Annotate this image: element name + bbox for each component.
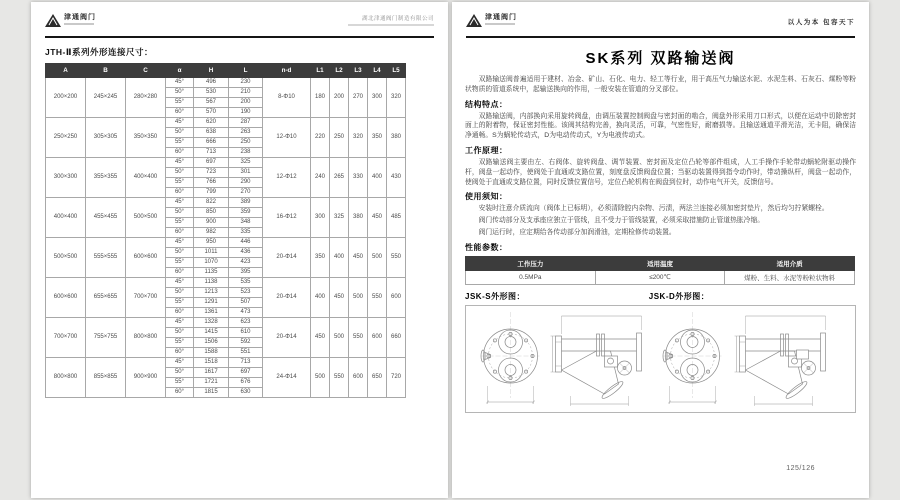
dim-table-cell: 1815	[194, 388, 229, 398]
dim-table-cell: 500	[311, 358, 330, 398]
dim-table-cell: 24-Φ14	[263, 358, 311, 398]
dim-table-cell: 250	[229, 138, 263, 148]
dim-table-cell: 20-Φ14	[263, 318, 311, 358]
dim-table-cell: 238	[229, 148, 263, 158]
section-paragraph: 阀门运行时，应定期给各传动部分加润滑油，定期检修传动装置。	[478, 228, 676, 236]
dim-table-cell: 380	[387, 118, 406, 158]
dim-table-cell: 50°	[166, 368, 194, 378]
perf-col-pressure: 工作压力	[466, 256, 596, 270]
dim-table-cell: 335	[229, 228, 263, 238]
header-company	[348, 14, 434, 26]
dim-table-row	[46, 278, 406, 288]
section-paragraph: 双路输送阀主要由左、右阀体、旋转阀盘、调节装置、密封面及定位凸轮等部件组成，人工手操作手轮带动蜗轮附驱动操作杆，阀盘一起动作，使阀处于直通或支路位置，刻度盘反馈阀盘位置；当驱动装置得到指令动作时，带动操纵杆，阀盘一起动作，使阀处于直通或支路位置，同时反馈位置信号，定位凸轮机构在阀盘到位时，动作电气开关，反馈信号。	[465, 158, 856, 186]
dim-table-cell: 551	[229, 348, 263, 358]
dim-table-cell: 200	[229, 98, 263, 108]
dim-table-cell: 450	[349, 238, 368, 278]
dim-table-cell: 1138	[194, 278, 229, 288]
dim-table-cell: 50°	[166, 248, 194, 258]
dim-table-cell: 50°	[166, 168, 194, 178]
dim-table-cell: 8-Φ10	[263, 78, 311, 118]
dim-table-cell: 320	[349, 118, 368, 158]
dim-table-row	[46, 358, 406, 368]
dim-table-cell: 55°	[166, 138, 194, 148]
dim-table-cell: 1518	[194, 358, 229, 368]
dim-table-cell: 348	[229, 218, 263, 228]
dim-table-cell: 60°	[166, 308, 194, 318]
page-number: 125/126	[786, 465, 815, 472]
dim-table-cell: 380	[349, 198, 368, 238]
dim-table-cell: 389	[229, 198, 263, 208]
dim-table-cell: 45°	[166, 318, 194, 328]
jsk-s-side-view	[551, 316, 642, 406]
dim-table-cell: 400×400	[46, 198, 86, 238]
dim-table-cell: 60°	[166, 268, 194, 278]
performance-header-row	[466, 256, 855, 270]
dim-table-cell: 55°	[166, 298, 194, 308]
dim-table-cell: 400	[330, 238, 349, 278]
company-subtext-line	[348, 24, 434, 26]
dimension-table	[45, 63, 406, 398]
dim-table-cell: 638	[194, 128, 229, 138]
dim-table-cell: 240	[311, 158, 330, 198]
dim-table-cell: 450	[368, 198, 387, 238]
dim-column-header: n-d	[263, 64, 311, 78]
dim-table-cell: 507	[229, 298, 263, 308]
jsk-s-front-view	[481, 312, 540, 404]
dim-table-cell: 200	[330, 78, 349, 118]
logo-subtext-line	[64, 23, 94, 25]
dim-table-cell: 423	[229, 258, 263, 268]
dim-table-cell: 450	[311, 318, 330, 358]
jsk-s-label: JSK-S外形图：	[465, 291, 526, 301]
dim-table-cell: 1506	[194, 338, 229, 348]
section-paragraph: 阀门传动部分及支承座应独立于管线，且不受力于管线装置，必须采取措施防止管道热胀冷缩。	[478, 217, 765, 225]
dim-column-header: L2	[330, 64, 349, 78]
dim-table-cell: 1328	[194, 318, 229, 328]
logo-texts	[64, 14, 96, 25]
dim-table-cell: 523	[229, 288, 263, 298]
perf-col-medium: 适用介质	[725, 256, 855, 270]
dim-table-cell: 436	[229, 248, 263, 258]
dim-table-cell: 1361	[194, 308, 229, 318]
dim-table-cell: 350	[311, 238, 330, 278]
dim-table-cell: 355×355	[86, 158, 126, 198]
dim-table-cell: 850	[194, 208, 229, 218]
dim-table-cell: 666	[194, 138, 229, 148]
dim-table-cell: 697	[194, 158, 229, 168]
dim-table-cell: 301	[229, 168, 263, 178]
dim-table-cell: 60°	[166, 148, 194, 158]
dim-table-cell: 12-Φ10	[263, 118, 311, 158]
dim-table-cell: 45°	[166, 198, 194, 208]
dim-table-cell: 660	[387, 318, 406, 358]
logo-subtext-line	[485, 23, 515, 25]
dim-table-cell: 900×900	[126, 358, 166, 398]
dim-table-cell: 600×600	[126, 238, 166, 278]
dim-table-cell: 1011	[194, 248, 229, 258]
dim-table-cell: 50°	[166, 288, 194, 298]
dim-table-cell: 630	[229, 388, 263, 398]
dim-table-cell: 450	[330, 278, 349, 318]
perf-temperature-value: ≤200℃	[595, 270, 725, 284]
dim-table-cell: 60°	[166, 388, 194, 398]
section-paragraph: 安装时注意介质流向（阀体上已标明），必须清除腔内杂物、污渍，两法兰连接必须加密封垫片，然后均匀拧紧螺栓。	[478, 205, 829, 213]
section-structure	[465, 99, 856, 141]
section-heading: 结构特点：	[465, 99, 508, 109]
dim-table-cell: 350	[368, 118, 387, 158]
dim-table-cell: 263	[229, 128, 263, 138]
dim-table-cell: 45°	[166, 238, 194, 248]
dim-table-cell: 290	[229, 178, 263, 188]
dim-table-cell: 500×500	[46, 238, 86, 278]
dim-table-cell: 287	[229, 118, 263, 128]
dim-table-cell: 45°	[166, 158, 194, 168]
triangle-logo-icon	[466, 14, 482, 27]
dim-table-cell: 550	[368, 278, 387, 318]
dim-table-cell: 200×200	[46, 78, 86, 118]
dim-table-row	[46, 118, 406, 128]
dim-table-cell: 320	[387, 78, 406, 118]
section-paragraph: 双路输送阀，内部换向采用旋转阀盘，由调压装置控制阀盘与密封面的啮合，阀盘外形采用刀口形式，以便在运动中切除密封面上的附着物，保证密封性能。该阀其结构完善，换向灵活，可靠，气密性好，耐磨损等。且输送通道平滑光洁，无卡阻，确保洁净通畅。S为蜗轮传动式，D为电动传动式，Y为电液传动式。	[465, 112, 856, 140]
perf-pressure-value: 0.5MPa	[466, 270, 596, 284]
dim-table-cell: 1588	[194, 348, 229, 358]
dim-table-cell: 700×700	[46, 318, 86, 358]
dim-table-cell: 60°	[166, 348, 194, 358]
dim-table-cell: 982	[194, 228, 229, 238]
dim-table-cell: 1617	[194, 368, 229, 378]
perf-medium-value: 煤粉、生料、水泥等粉粒状物料	[725, 270, 855, 284]
dim-column-header: L1	[311, 64, 330, 78]
dim-table-cell: 20-Φ14	[263, 278, 311, 318]
dim-table-cell: 650	[368, 358, 387, 398]
dim-table-cell: 766	[194, 178, 229, 188]
dim-table-cell: 446	[229, 238, 263, 248]
dim-table-cell: 500×500	[126, 198, 166, 238]
header-motto: 以人为本 包容天下	[787, 19, 855, 26]
dim-table-cell: 350×350	[126, 118, 166, 158]
left-page-header	[45, 14, 434, 38]
dim-table-cell: 950	[194, 238, 229, 248]
dim-table-cell: 60°	[166, 188, 194, 198]
dim-table-cell: 60°	[166, 108, 194, 118]
dim-table-cell: 245×245	[86, 78, 126, 118]
dim-table-cell: 455×455	[86, 198, 126, 238]
dim-table-cell: 496	[194, 78, 229, 88]
logo-texts	[485, 14, 517, 25]
dim-table-cell: 600	[387, 278, 406, 318]
section-heading: 使用须知：	[465, 192, 508, 202]
dim-table-cell: 395	[229, 268, 263, 278]
dim-table-cell: 55°	[166, 98, 194, 108]
dim-table-cell: 280×280	[126, 78, 166, 118]
dim-table-cell: 855×855	[86, 358, 126, 398]
drawing-labels	[465, 291, 856, 302]
dim-table-cell: 16-Φ12	[263, 198, 311, 238]
dim-table-cell: 50°	[166, 208, 194, 218]
dimension-table-header-row	[46, 64, 406, 78]
dim-table-cell: 400×400	[126, 158, 166, 198]
performance-data-row	[466, 270, 855, 284]
jsk-d-side-view	[735, 316, 826, 406]
dim-table-cell: 45°	[166, 278, 194, 288]
dim-table-cell: 610	[229, 328, 263, 338]
right-page	[452, 2, 869, 498]
dim-column-header: L5	[387, 64, 406, 78]
dim-table-cell: 55°	[166, 218, 194, 228]
dim-table-cell: 55°	[166, 258, 194, 268]
triangle-logo-icon	[45, 14, 61, 27]
dim-table-cell: 1721	[194, 378, 229, 388]
dim-table-cell: 45°	[166, 118, 194, 128]
dim-table-cell: 600	[349, 358, 368, 398]
dim-table-cell: 500	[330, 318, 349, 358]
dim-column-header: B	[86, 64, 126, 78]
dim-table-cell: 190	[229, 108, 263, 118]
dim-table-cell: 305×305	[86, 118, 126, 158]
dim-table-cell: 1291	[194, 298, 229, 308]
perf-heading: 性能参数：	[465, 242, 508, 252]
dim-column-header: L3	[349, 64, 368, 78]
dimension-table-title: JTH-Ⅱ系列外形连接尺寸：	[45, 47, 153, 57]
dim-table-row	[46, 238, 406, 248]
dim-table-cell: 55°	[166, 378, 194, 388]
valve-outline-drawings	[466, 306, 855, 410]
dim-table-cell: 700×700	[126, 278, 166, 318]
dim-table-cell: 270	[229, 188, 263, 198]
logo-name: 津通阀门	[485, 14, 517, 21]
dim-table-cell: 50°	[166, 88, 194, 98]
dim-table-cell: 800×800	[126, 318, 166, 358]
right-page-header	[466, 14, 855, 38]
dim-table-cell: 676	[229, 378, 263, 388]
dim-table-cell: 45°	[166, 78, 194, 88]
dim-table-cell: 20-Φ14	[263, 238, 311, 278]
dim-column-header: α	[166, 64, 194, 78]
dim-table-row	[46, 318, 406, 328]
dim-table-cell: 600	[368, 318, 387, 358]
dimension-table-body	[46, 78, 406, 398]
dim-table-cell: 713	[229, 358, 263, 368]
dim-column-header: A	[46, 64, 86, 78]
dim-table-cell: 500	[349, 278, 368, 318]
dim-table-cell: 1135	[194, 268, 229, 278]
dim-table-cell: 500	[368, 238, 387, 278]
dim-table-cell: 300	[311, 198, 330, 238]
dim-table-row	[46, 78, 406, 88]
dim-table-cell: 697	[229, 368, 263, 378]
dim-table-cell: 655×655	[86, 278, 126, 318]
dim-table-cell: 592	[229, 338, 263, 348]
dim-table-cell: 799	[194, 188, 229, 198]
dim-table-cell: 900	[194, 218, 229, 228]
dim-table-row	[46, 198, 406, 208]
section-principle	[465, 145, 856, 187]
dim-table-cell: 485	[387, 198, 406, 238]
dim-table-cell: 230	[229, 78, 263, 88]
dim-table-cell: 550	[387, 238, 406, 278]
dim-table-cell: 1213	[194, 288, 229, 298]
product-title: SK系列 双路输送阀	[585, 50, 736, 67]
jsk-d-front-view	[663, 312, 722, 404]
dim-table-cell: 330	[349, 158, 368, 198]
dim-table-cell: 623	[229, 318, 263, 328]
dim-table-cell: 755×755	[86, 318, 126, 358]
company-name: 湖北津通阀门制造有限公司	[361, 16, 434, 22]
jsk-d-label: JSK-D外形图：	[648, 291, 710, 301]
dim-table-cell: 570	[194, 108, 229, 118]
dim-table-cell: 50°	[166, 128, 194, 138]
dim-table-cell: 800×800	[46, 358, 86, 398]
dim-table-cell: 210	[229, 88, 263, 98]
dim-table-cell: 1415	[194, 328, 229, 338]
outline-drawings-box	[465, 305, 856, 413]
dim-table-cell: 300	[368, 78, 387, 118]
dim-table-cell: 325	[330, 198, 349, 238]
dim-table-cell: 265	[330, 158, 349, 198]
dim-table-cell: 220	[311, 118, 330, 158]
dim-table-cell: 620	[194, 118, 229, 128]
dim-table-cell: 535	[229, 278, 263, 288]
performance-table	[465, 256, 855, 285]
intro-paragraph: 双路输送阀普遍适用于建材、冶金、矿山、石化、电力、轻工等行业，用于高压气力输送水泥、水泥生料、石灰石、煤粉等粉状物质的管道系统中，起输送换向的作用，一般安装在管道的分叉部位。	[465, 76, 856, 93]
dim-table-cell: 430	[387, 158, 406, 198]
brand-logo	[466, 14, 517, 27]
dim-table-cell: 1070	[194, 258, 229, 268]
dim-table-cell: 50°	[166, 328, 194, 338]
section-heading: 工作原理：	[465, 145, 508, 155]
dim-table-cell: 270	[349, 78, 368, 118]
perf-col-temperature: 适用温度	[595, 256, 725, 270]
dim-table-cell: 555×555	[86, 238, 126, 278]
dim-table-cell: 180	[311, 78, 330, 118]
brand-logo	[45, 14, 96, 27]
dim-table-cell: 822	[194, 198, 229, 208]
dim-column-header: L	[229, 64, 263, 78]
dim-table-cell: 12-Φ12	[263, 158, 311, 198]
dim-table-cell: 400	[311, 278, 330, 318]
dim-table-cell: 473	[229, 308, 263, 318]
dim-table-cell: 250×250	[46, 118, 86, 158]
dim-table-cell: 250	[330, 118, 349, 158]
dim-table-cell: 550	[330, 358, 349, 398]
dim-column-header: C	[126, 64, 166, 78]
logo-name: 津通阀门	[64, 14, 96, 21]
section-usage	[465, 191, 856, 237]
dim-table-row	[46, 158, 406, 168]
dim-table-cell: 713	[194, 148, 229, 158]
dim-column-header: H	[194, 64, 229, 78]
dim-table-cell: 55°	[166, 178, 194, 188]
dim-table-cell: 567	[194, 98, 229, 108]
dim-table-cell: 60°	[166, 228, 194, 238]
dim-table-cell: 600×600	[46, 278, 86, 318]
dim-table-cell: 720	[387, 358, 406, 398]
dim-table-cell: 55°	[166, 338, 194, 348]
dim-table-cell: 325	[229, 158, 263, 168]
dim-table-cell: 359	[229, 208, 263, 218]
dim-table-cell: 300×300	[46, 158, 86, 198]
dim-table-cell: 550	[349, 318, 368, 358]
jsk-d-motor-block	[797, 350, 809, 359]
dim-table-cell: 45°	[166, 358, 194, 368]
dim-table-cell: 723	[194, 168, 229, 178]
dim-table-cell: 530	[194, 88, 229, 98]
dim-column-header: L4	[368, 64, 387, 78]
left-page	[31, 2, 448, 498]
right-page-content	[465, 47, 856, 413]
dim-table-cell: 400	[368, 158, 387, 198]
